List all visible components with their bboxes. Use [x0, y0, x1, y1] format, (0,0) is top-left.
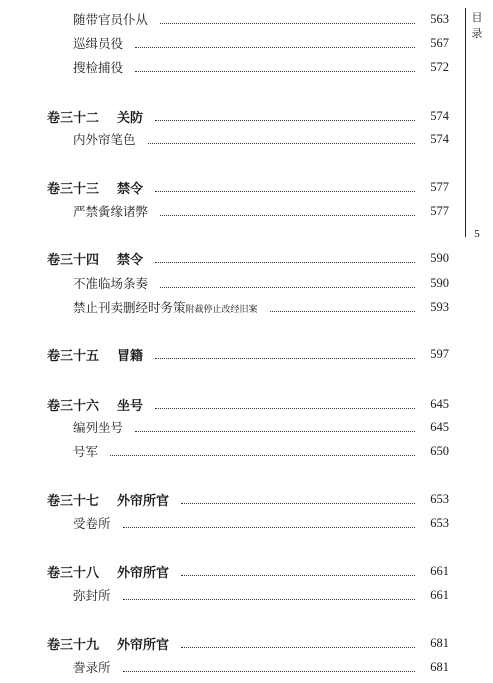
- page-number: 574: [430, 131, 449, 146]
- page-number: 590: [430, 250, 449, 265]
- page-number: 593: [430, 299, 449, 314]
- dot-leader: [155, 119, 415, 121]
- section-title-text: 誊录所: [73, 660, 111, 675]
- side-rule: [465, 8, 466, 237]
- toc-section-row: [0, 585, 449, 605]
- dot-leader: [160, 22, 415, 24]
- section-title: [73, 658, 111, 676]
- page-number: 577: [430, 203, 449, 218]
- page-number: 681: [430, 659, 449, 674]
- toc-chapter-row: [0, 248, 449, 268]
- toc-chapter-row: [0, 633, 449, 653]
- page-number: 577: [430, 179, 449, 194]
- chapter-number: 卷三十九: [47, 637, 100, 653]
- section-title-text: 号军: [73, 444, 99, 459]
- page-number: 653: [430, 515, 449, 530]
- chapter-heading: [47, 107, 143, 126]
- chapter-number: 卷三十三: [47, 181, 100, 197]
- chapter-title: 禁令: [117, 252, 144, 268]
- chapter-title: 外帘所官: [117, 565, 170, 581]
- toc-section-row: [0, 201, 449, 221]
- side-char: 录: [471, 27, 483, 40]
- section-title: [73, 10, 148, 28]
- toc-section-row: [0, 441, 449, 461]
- dot-leader: [155, 190, 415, 192]
- section-title: [73, 298, 258, 316]
- dot-leader: [123, 526, 415, 528]
- chapter-number: 卷三十八: [47, 565, 100, 581]
- section-title: [73, 586, 111, 604]
- section-title: [73, 130, 136, 148]
- page-number: 645: [430, 396, 449, 411]
- chapter-heading: [47, 345, 143, 364]
- chapter-number: 卷三十六: [47, 398, 100, 414]
- section-title-text: 巡缉员役: [73, 36, 124, 51]
- page-number: 681: [430, 635, 449, 650]
- dot-leader: [155, 261, 415, 263]
- dot-leader: [135, 46, 415, 48]
- section-title-text: 禁止刊卖删经时务策: [73, 300, 186, 315]
- toc-chapter-row: [0, 177, 449, 197]
- section-title: [73, 58, 123, 76]
- dot-leader: [135, 70, 415, 72]
- dot-leader: [160, 214, 415, 216]
- toc-section-row: [0, 657, 449, 677]
- toc-chapter-row: [0, 106, 449, 126]
- section-title-text: 不准临场条奏: [73, 276, 149, 291]
- page-number: 650: [430, 443, 449, 458]
- chapter-heading: [47, 490, 169, 509]
- page-number: 653: [430, 491, 449, 506]
- chapter-heading: [47, 249, 143, 268]
- section-title-text: 随带官员仆从: [73, 12, 149, 27]
- chapter-heading: [47, 178, 143, 197]
- chapter-heading: [47, 562, 169, 581]
- chapter-heading: [47, 634, 169, 653]
- side-running-title: [470, 10, 484, 42]
- page-number: 572: [430, 59, 449, 74]
- toc-section-row: [0, 33, 449, 53]
- toc-section-row: [0, 57, 449, 77]
- dot-leader: [160, 286, 415, 288]
- section-title-text: 弥封所: [73, 588, 111, 603]
- page-number: 590: [430, 275, 449, 290]
- toc-section-row: [0, 129, 449, 149]
- section-title: [73, 34, 123, 52]
- section-title: [73, 418, 123, 436]
- chapter-number: 卷三十七: [47, 493, 100, 509]
- section-title-text: 编列坐号: [73, 420, 124, 435]
- toc-section-row: [0, 513, 449, 533]
- section-note: 附裁停止改经旧案: [185, 305, 258, 315]
- section-title: [73, 514, 111, 532]
- side-char: 目: [471, 11, 483, 24]
- section-title: [73, 202, 148, 220]
- chapter-number: 卷三十二: [47, 110, 100, 126]
- chapter-title: 关防: [117, 110, 144, 126]
- chapter-title: 外帘所官: [117, 493, 170, 509]
- chapter-title: 外帘所官: [117, 637, 170, 653]
- dot-leader: [135, 430, 415, 432]
- section-title-text: 严禁夤缘诸弊: [73, 204, 149, 219]
- toc-section-row: [0, 417, 449, 437]
- dot-leader: [110, 454, 415, 456]
- toc-chapter-row: [0, 344, 449, 364]
- dot-leader: [148, 142, 415, 144]
- section-title-text: 内外帘笔色: [73, 132, 136, 147]
- dot-leader: [181, 574, 415, 576]
- chapter-title: 冒籍: [117, 348, 144, 364]
- dot-leader: [155, 357, 415, 359]
- chapter-title: 坐号: [117, 398, 144, 414]
- dot-leader: [123, 670, 415, 672]
- section-title-text: 受卷所: [73, 516, 111, 531]
- toc-section-row: [0, 9, 449, 29]
- toc-section-row: [0, 297, 449, 317]
- dot-leader: [155, 407, 415, 409]
- dot-leader: [181, 646, 415, 648]
- page-number: 567: [430, 35, 449, 50]
- page-number: 661: [430, 563, 449, 578]
- section-title: [73, 442, 98, 460]
- page-number: 574: [430, 108, 449, 123]
- dot-leader: [181, 502, 415, 504]
- toc-chapter-row: [0, 561, 449, 581]
- section-title: [73, 274, 148, 292]
- dot-leader: [270, 310, 415, 312]
- chapter-heading: [47, 395, 143, 414]
- section-title-text: 搜检捕役: [73, 60, 124, 75]
- toc-section-row: [0, 273, 449, 293]
- toc-chapter-row: [0, 489, 449, 509]
- page-number: 597: [430, 346, 449, 361]
- page-number: 645: [430, 419, 449, 434]
- page-number: 563: [430, 11, 449, 26]
- chapter-number: 卷三十五: [47, 348, 100, 364]
- chapter-title: 禁令: [117, 181, 144, 197]
- toc-chapter-row: [0, 394, 449, 414]
- side-page-number: 5: [474, 228, 480, 240]
- dot-leader: [123, 598, 415, 600]
- chapter-number: 卷三十四: [47, 252, 100, 268]
- page-number: 661: [430, 587, 449, 602]
